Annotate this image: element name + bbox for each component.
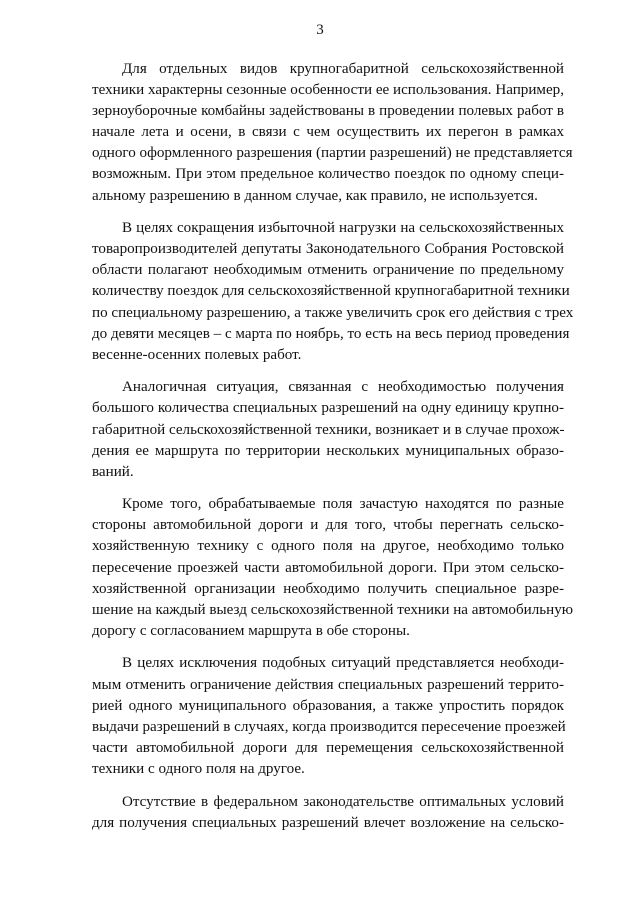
text-line: В целях сокращения избыточной нагрузки на сельскохозяйственных <box>122 220 564 237</box>
text-line: габаритной сельскохозяйственной техники, возникает и в случае прохож- <box>92 421 565 438</box>
text-line: товаропроизводителей депутаты Законодательного Собрания Ростовской <box>92 241 564 258</box>
page-number: 3 <box>316 22 324 38</box>
text-line: одного оформленного разрешения (партии разрешений) не представляется <box>92 145 573 162</box>
text-line: техники с одного поля на другое. <box>92 760 305 777</box>
text-line: для получения специальных разрешений влечет возложение на сельско- <box>92 814 564 831</box>
text-line: Для отдельных видов крупногабаритной сельскохозяйственной <box>122 61 564 77</box>
text-line: пересечение проезжей части автомобильной дороги. При этом сельско- <box>92 559 564 576</box>
text-line: альному разрешению в данном случае, как правило, не используется. <box>92 187 538 204</box>
paragraph <box>92 59 573 207</box>
paragraph <box>92 218 574 366</box>
text-line: зерноуборочные комбайны задействованы в проведении полевых работ в <box>92 103 564 120</box>
text-line: начале лета и осени, в связи с чем осуществить их перегон в рамках <box>92 124 564 141</box>
text-line: мым отменить ограничение действия специальных разрешений террито- <box>92 676 564 693</box>
paragraph <box>92 377 564 482</box>
text-line: ваний. <box>92 463 134 480</box>
text-line: Аналогичная ситуация, связанная с необходимостью получения <box>122 379 564 396</box>
text-line: области полагают необходимым отменить ограничение по предельному <box>92 262 564 279</box>
text-line: дорогу с согласованием маршрута в обе стороны. <box>92 622 410 639</box>
text-line: части автомобильной дороги для перемещения сельскохозяйственной <box>92 739 564 756</box>
text-line: весенне-осенних полевых работ. <box>92 346 302 363</box>
text-line: возможным. При этом предельное количество поездок по одному специ- <box>92 166 564 183</box>
text-line: Кроме того, обрабатываемые поля зачастую находятся по разные <box>122 496 564 513</box>
text-line: рией одного муниципального образования, а также упростить порядок <box>92 697 564 714</box>
text-line: техники характерны сезонные особенности ее использования. Например, <box>92 82 564 99</box>
text-line: по специальному разрешению, а также увеличить срок его действия с трех <box>92 304 574 321</box>
text-line: хозяйственную технику с одного поля на другое, необходимо только <box>92 538 564 555</box>
text-line: В целях исключения подобных ситуаций представляется необходи- <box>122 655 564 672</box>
text-line: большого количества специальных разрешений на одну единицу крупно- <box>92 400 564 417</box>
text-line: до девяти месяцев – с марта по ноябрь, то есть на весь период проведения <box>92 325 570 342</box>
text-line: хозяйственной организации необходимо получить специальное разре- <box>92 580 564 597</box>
text-line: шение на каждый выезд сельскохозяйственной техники на автомобильную <box>92 601 574 618</box>
document-body <box>92 59 574 845</box>
text-line: стороны автомобильной дороги и для того, чтобы перегнать сельско- <box>92 517 564 534</box>
paragraph <box>92 792 564 834</box>
text-line: выдачи разрешений в случаях, когда производится пересечение проезжей <box>92 718 566 735</box>
paragraph <box>92 494 574 642</box>
text-line: дения ее маршрута по территории нескольких муниципальных образо- <box>92 442 564 459</box>
paragraph <box>92 653 564 780</box>
text-line: Отсутствие в федеральном законодательстве оптимальных условий <box>122 793 564 810</box>
text-line: количеству поездок для сельскохозяйственной крупногабаритной техники <box>92 283 570 300</box>
